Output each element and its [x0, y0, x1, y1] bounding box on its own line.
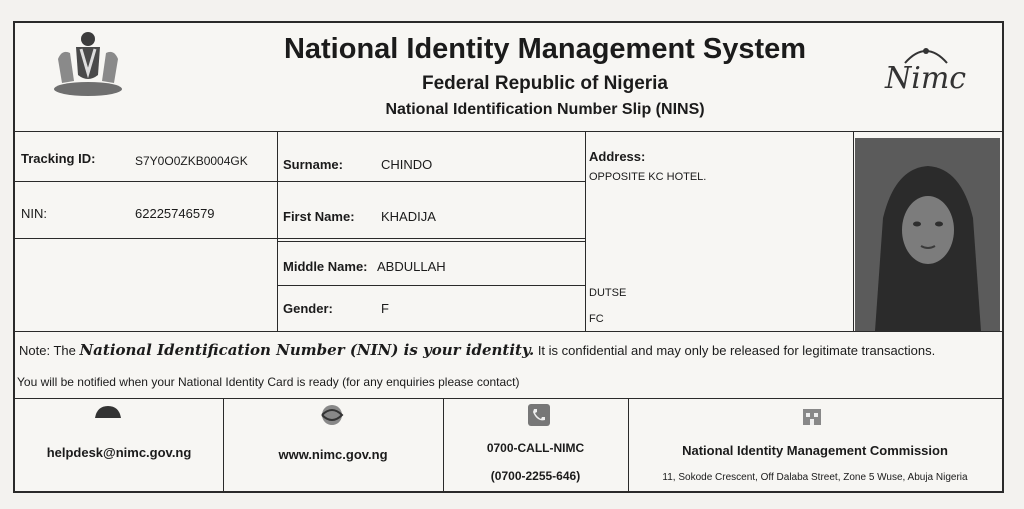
commission-address: 11, Sokode Crescent, Off Dalaba Street, Zone 5 Wuse, Abuja Nigeria: [662, 472, 968, 483]
phone-number: (0700-2255-646): [490, 469, 581, 483]
phone-label[interactable]: 0700-CALL-NIMC: [486, 441, 585, 455]
address-line2: DUTSE: [589, 287, 627, 299]
address-line1: OPPOSITE KC HOTEL.: [589, 171, 707, 183]
country-subtitle: Federal Republic of Nigeria: [422, 73, 668, 94]
coat-of-arms-icon: [48, 29, 128, 99]
phone-icon: [527, 403, 551, 427]
nimc-logo: [881, 43, 971, 103]
first-name-value: KHADIJA: [381, 209, 436, 224]
note-line2: You will be notified when your National Identity Card is ready (for any enquiries please contact): [17, 375, 520, 389]
nin-label: NIN:: [21, 206, 47, 221]
commission-name: National Identity Management Commission: [682, 443, 948, 458]
nin-value: 62225746579: [135, 206, 215, 221]
gender-value: F: [381, 301, 389, 316]
tracking-id-label: Tracking ID:: [21, 151, 96, 166]
tracking-id-value: S7Y0O0ZKB0004GK: [135, 154, 248, 168]
surname-value: CHINDO: [381, 157, 433, 172]
middle-name-value: ABDULLAH: [377, 259, 446, 274]
address-line3: FC: [589, 313, 604, 325]
surname-label: Surname:: [283, 157, 343, 172]
holder-photo: [855, 138, 1000, 331]
note-emphasis: National Identification Number (NIN) is your identity.: [79, 341, 535, 359]
browser-icon: [319, 403, 345, 427]
helpdesk-email[interactable]: helpdesk@nimc.gov.ng: [46, 445, 192, 460]
portrait-image: [855, 138, 1000, 331]
note-suffix: It is confidential and may only be released for legitimate transactions.: [534, 343, 936, 358]
first-name-label: First Name:: [283, 209, 355, 224]
note-prefix: Note: The: [19, 343, 80, 358]
system-title: National Identity Management System: [283, 33, 807, 65]
website-link[interactable]: www.nimc.gov.ng: [278, 447, 388, 462]
gender-label: Gender:: [283, 301, 333, 316]
helmet-icon: [93, 403, 123, 421]
logo-text: Nimc: [885, 61, 967, 96]
slip-title: National Identification Number Slip (NINS): [385, 101, 705, 118]
building-icon: [801, 405, 823, 427]
nin-slip: [13, 21, 1004, 493]
address-label: Address:: [589, 149, 646, 164]
middle-name-label: Middle Name:: [283, 259, 368, 274]
note-line1: [19, 341, 935, 359]
